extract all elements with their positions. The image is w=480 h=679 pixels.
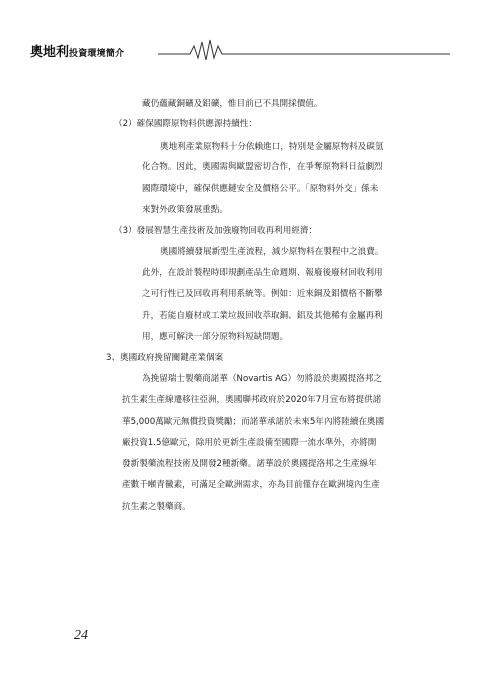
paragraph-line: 之可行性已及回收再利用系統等。例如：近來銅及鋁價格不斷攀 — [142, 289, 383, 299]
paragraph-line: 此外，在設計製程時即規劃產品生命週期、報廢後廢材回收利用 — [142, 268, 383, 278]
paragraph-line: 升，若能自廢材或工業垃圾回收萃取銅、鋁及其他稀有金屬再利 — [142, 311, 383, 321]
section-heading: 3、奧國政府挽留關鍵產業個案 — [106, 353, 224, 363]
paragraph-line: 為挽留瑞士製藥商諾華（Novartis AG）勿將設於奧國提洛邦之 — [142, 374, 382, 384]
paragraph-line: 華5,000萬歐元無償投資獎勵；而諾華承諾於未來5年內將陸續在奧國 — [122, 417, 385, 427]
paragraph-line: 化合物。因此，奧國需與歐盟密切合作，在爭奪原物料日益劇烈 — [142, 162, 383, 172]
paragraph-line: 藏仍蘊藏銅礦及鋁礦，惟目前已不具開採價值。 — [142, 99, 323, 109]
paragraph-line: 來對外政策發展重點。 — [142, 205, 228, 215]
paragraph-line: 用，應可解決一部分原物料短缺問題。 — [142, 332, 289, 342]
page-number: 24 — [74, 628, 88, 643]
running-header — [30, 36, 450, 60]
header-title-sub: 投資環境簡介 — [69, 49, 125, 59]
paragraph-line: 國際環境中，確保供應鏈安全及價格公平。「原物料外交」係未 — [142, 184, 379, 194]
paragraph-line: 奧國將續發展新型生產流程，減少原物料在製程中之浪費。 — [160, 247, 384, 257]
paragraph-line: 產數千噸青黴素，可滿足全歐洲需求，亦為目前僅存在歐洲境內生產 — [122, 480, 380, 490]
paragraph-line: 發新製藥流程技術及開發2種新藥。諾華設於奧國提洛邦之生產線年 — [122, 459, 377, 469]
header-title — [30, 41, 124, 60]
paragraph-line: 抗生素生產線遷移往亞洲，奧國聯邦政府於2020年7月宣布將提供諾 — [122, 395, 382, 405]
paragraph-line: 抗生素之製藥商。 — [122, 502, 191, 512]
subsection-heading: （3）發展智慧生產技術及加強廢物回收再利用經濟： — [114, 226, 318, 236]
header-title-main: 奧地利 — [30, 45, 70, 60]
paragraph-line: 奧地利產業原物料十分依賴進口，特別是金屬原物料及碳氫 — [160, 142, 384, 152]
subsection-heading: （2）確保國際原物料供應源持續性： — [114, 119, 257, 129]
paragraph-line: 廠投資1.5億歐元，除用於更新生產設備至國際一流水準外，亦將開 — [122, 438, 377, 448]
